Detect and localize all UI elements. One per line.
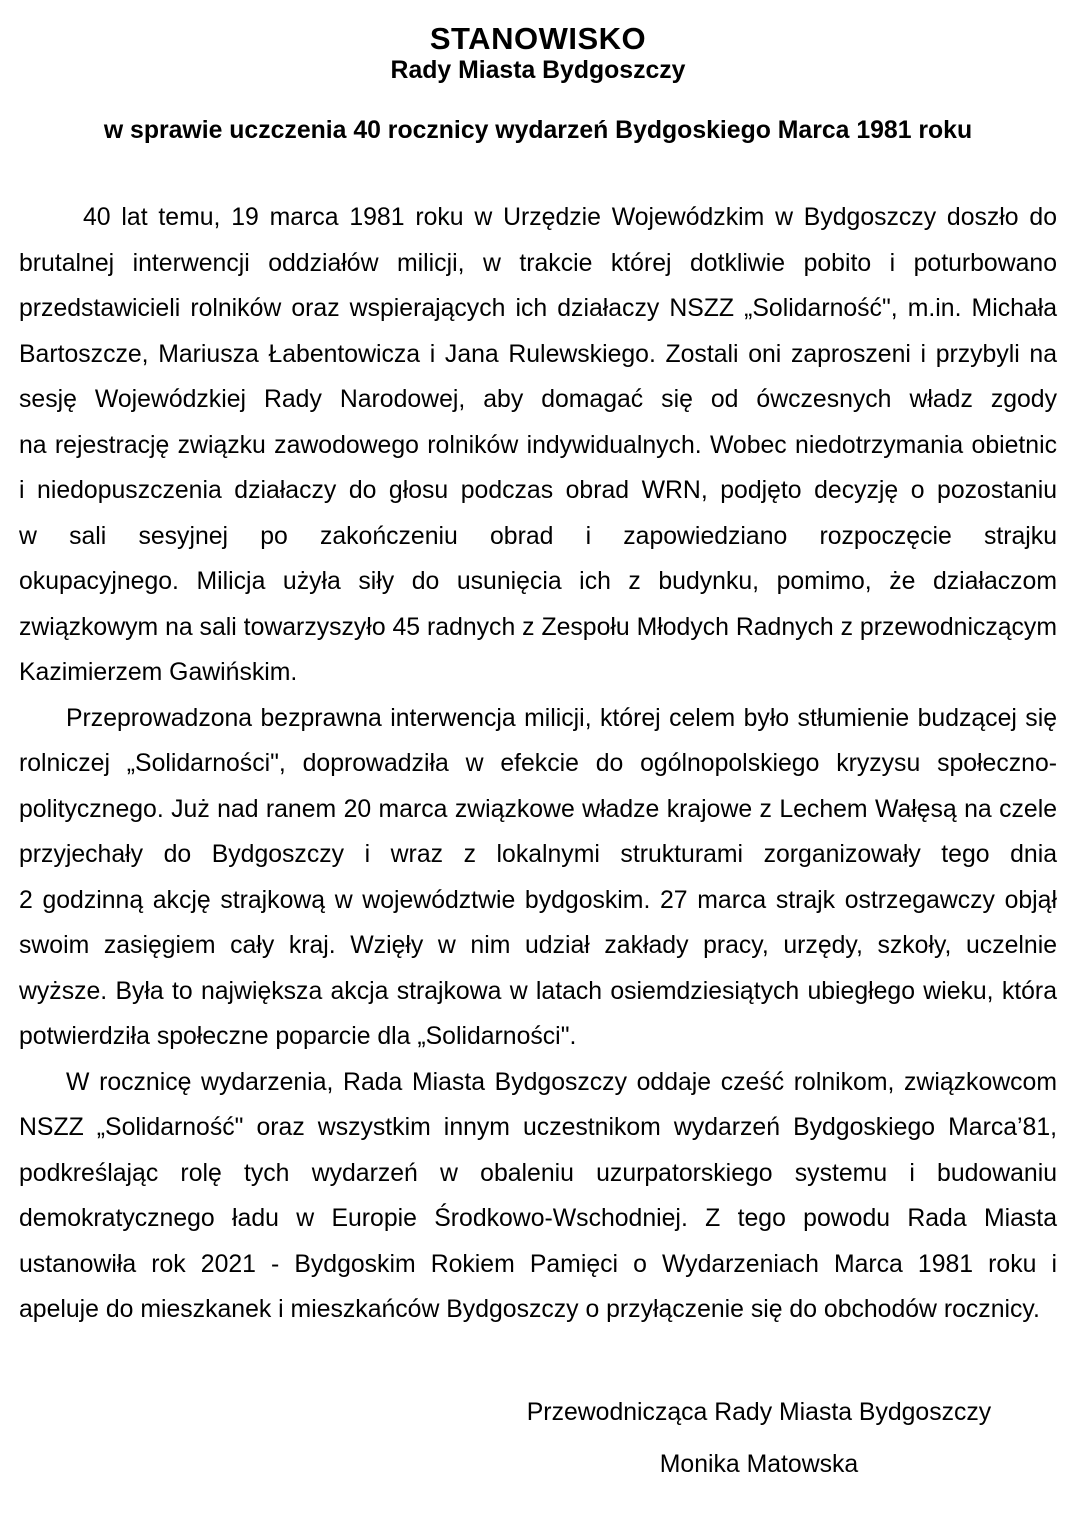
document-subtitle: Rady Miasta Bydgoszczy xyxy=(390,57,686,84)
document-body xyxy=(19,195,1057,1333)
document-subject: w sprawie uczczenia 40 rocznicy wydarzeń Bydgoskiego Marca 1981 roku xyxy=(103,117,973,144)
document-title: STANOWISKO xyxy=(429,21,647,56)
paragraph-3: W rocznicę wydarzenia, Rada Miasta Bydgoszczy oddaje cześć rolnikom, związkowcom NSZZ „Solidarność" oraz wszystkim innym uczestnikom wydarzeń Bydgoskiego Marca’81, podkreślając rolę tych wydarzeń w obaleniu uzurpatorskiego systemu i budowaniu demokratycznego ładu w Europie Środkowo-Wschodniej. Z tego powodu Rada Miasta ustanowiła rok 2021 - Bydgoskim Rokiem Pamięci o Wydarzeniach Marca 1981 roku i apeluje do mieszkanek i mieszkańców Bydgoszczy o przyłączenie się do obchodów rocznicy. xyxy=(19,1068,1057,1323)
paragraph-1: 40 lat temu, 19 marca 1981 roku w Urzędzie Wojewódzkim w Bydgoszczy doszło do brutalnej interwencji oddziałów milicji, w trakcie której dotkliwie pobito i poturbowano przedstawicieli rolników oraz wspierających ich działaczy NSZZ „Solidarność", m.in. Michała Bartoszcze, Mariusza Łabentowicza i Jana Rulewskiego. Zostali oni zaproszeni i przybyli na sesję Wojewódzkiej Rady Narodowej, aby domagać się od ówczesnych władz zgody na rejestrację związku zawodowego rolników indywidualnych. Wobec niedotrzymania obietnic i niedopuszczenia działaczy do głosu podczas obrad WRN, podjęto decyzję o pozostaniu w sali sesyjnej po zakończeniu obrad i zapowiedziano rozpoczęcie strajku okupacyjnego. Milicja użyła siły do usunięcia ich z budynku, pomimo, że działaczom związkowym na sali towarzyszyło 45 radnych z Zespołu Młodych Radnych z przewodniczącym Kazimierzem Gawińskim. xyxy=(19,204,1057,686)
signature-block xyxy=(499,1387,1019,1491)
paragraph-2: Przeprowadzona bezprawna interwencja milicji, której celem było stłumienie budzącej się rolniczej „Solidarności", doprowadziła w efekcie do ogólnopolskiego kryzysu społeczno-politycznego. Już nad ranem 20 marca związkowe władze krajowe z Lechem Wałęsą na czele przyjechały do Bydgoszczy i wraz z lokalnymi strukturami zorganizowały tego dnia 2 godzinną akcję strajkową w województwie bydgoskim. 27 marca strajk ostrzegawczy objął swoim zasięgiem cały kraj. Wzięły w nim udział zakłady pracy, urzędy, szkoły, uczelnie wyższe. Była to największa akcja strajkowa w latach osiemdziesiątych ubiegłego wieku, która potwierdziła społeczne poparcie dla „Solidarności". xyxy=(19,704,1057,1050)
signature-role: Przewodnicząca Rady Miasta Bydgoszczy xyxy=(526,1398,992,1426)
signature-name: Monika Matowska xyxy=(659,1450,859,1478)
